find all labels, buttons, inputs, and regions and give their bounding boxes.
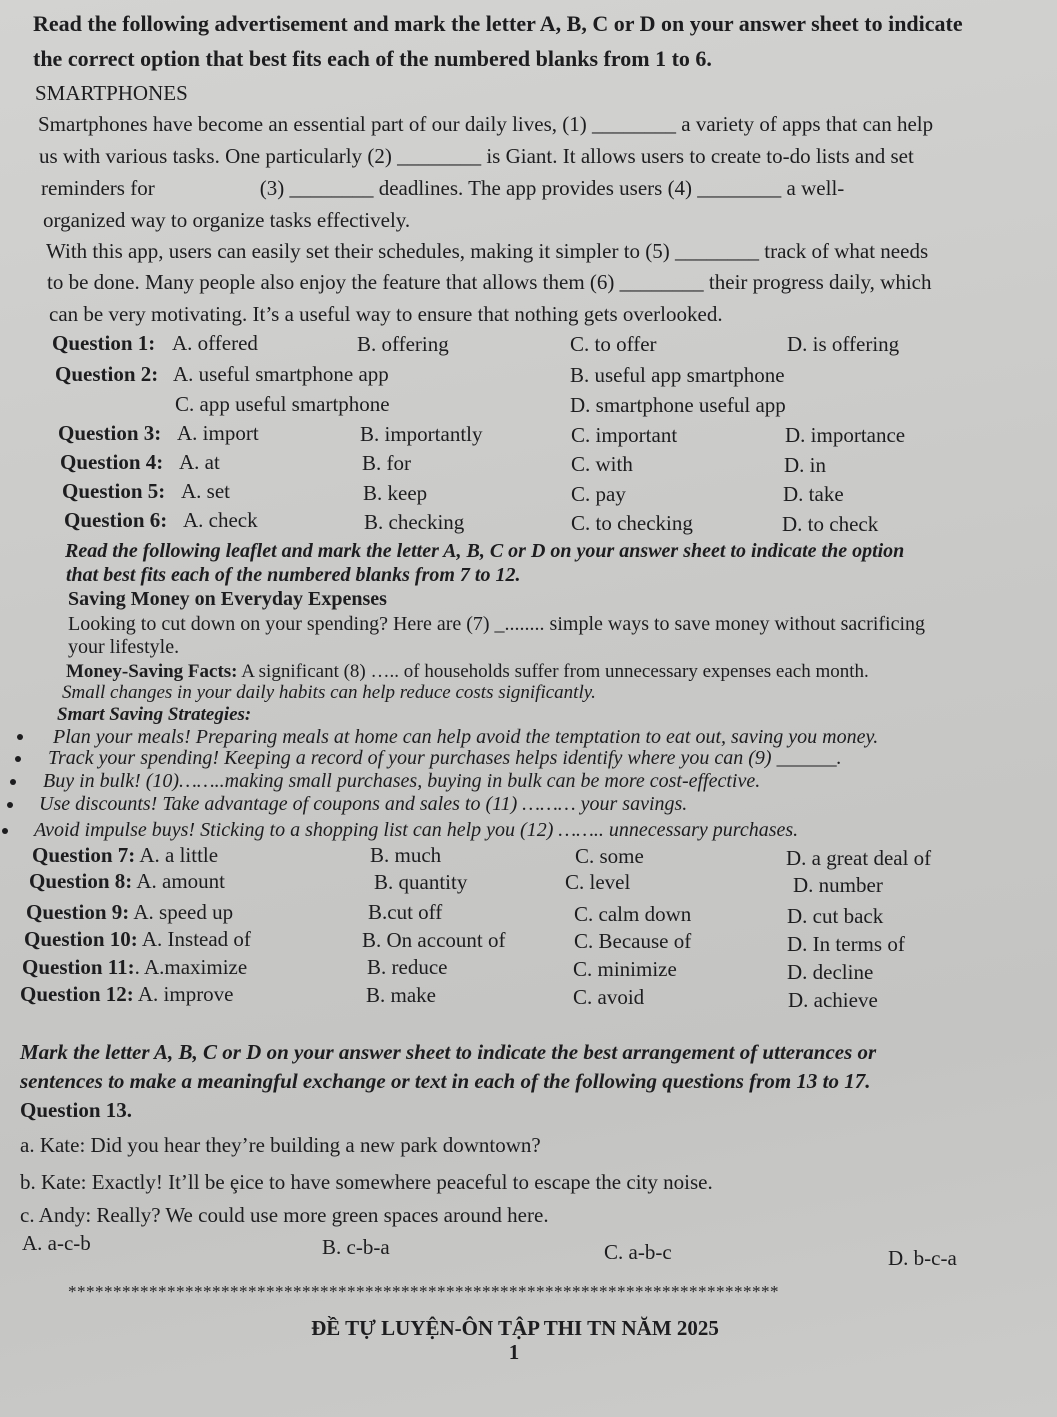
question-label: Question 13. (20, 1098, 133, 1122)
facts-text: A significant (8) ….. of households suffer from unnecessary expenses each month. (237, 661, 869, 682)
option-c: C. important (571, 423, 678, 447)
question-label: Question 4: (60, 450, 164, 474)
option-a: A. Instead of (137, 927, 251, 951)
intro-line: your lifestyle. (68, 636, 180, 658)
option-a: A. offered (172, 331, 258, 355)
option-a: A. improve (133, 982, 234, 1006)
leaflet-title: Saving Money on Everyday Expenses (68, 588, 387, 610)
option-c: C. avoid (573, 985, 645, 1009)
option-a: . A.maximize (134, 955, 248, 979)
facts-label: Money-Saving Facts: (66, 661, 238, 682)
option-b: B. c-b-a (322, 1235, 390, 1259)
strategy-item: Buy in bulk! (10)……..making small purchases, buying in bulk can be more cost-effective. (43, 770, 761, 792)
option-b: B. much (370, 843, 442, 867)
instruction-line: Read the following advertisement and mark the letter A, B, C or D on your answer sheet to indicate (33, 11, 963, 36)
option-a: A. set (181, 479, 230, 503)
star-divider: ******************************************************************************* (68, 1282, 779, 1301)
option-c: C. minimize (573, 957, 677, 981)
question-label: Question 8: (29, 869, 133, 893)
option-c: C. a-b-c (604, 1240, 672, 1264)
option-d: D. importance (785, 423, 906, 447)
passage-line: Smartphones have become an essential part of our daily lives, (1) ________ a variety of apps that can help (38, 112, 934, 136)
passage-line: With this app, users can easily set their schedules, making it simpler to (5) ________ track of what needs (46, 239, 929, 263)
option-b: B. importantly (360, 422, 483, 446)
instruction-line: the correct option that best fits each of the numbered blanks from 1 to 6. (33, 46, 712, 71)
option-a: A. at (179, 450, 220, 474)
question-label: Question 2: (55, 362, 159, 386)
section-title: SMARTPHONES (35, 81, 188, 105)
option-c: C. level (565, 870, 631, 894)
strategy-item: Avoid impulse buys! Sticking to a shopping list can help you (12) …….. unnecessary purchases. (34, 819, 799, 841)
strategy-item: Track your spending! Keeping a record of your purchases helps identify where you can (9) ______. (48, 747, 842, 769)
option-a: A. speed up (129, 900, 234, 924)
intro-line: Looking to cut down on your spending? Here are (7) _........ simple ways to save money without sacrificing (68, 613, 926, 635)
option-d: D. cut back (787, 904, 884, 928)
strategy-item: Plan your meals! Preparing meals at home can help avoid the temptation to eat out, saving you money. (53, 726, 879, 748)
option-b: B. checking (364, 510, 465, 534)
option-b: B. make (366, 983, 436, 1007)
instruction-line: Mark the letter A, B, C or D on your answer sheet to indicate the best arrangement of utterances or (20, 1040, 877, 1064)
option-a: A. a-c-b (22, 1231, 91, 1255)
option-a: A. amount (132, 869, 226, 893)
question-label: Question 9: (26, 900, 130, 924)
passage-line: to be done. Many people also enjoy the feature that allows them (6) ________ their progress daily, which (47, 270, 932, 294)
bullet-icon (2, 828, 8, 834)
option-b: B. offering (357, 332, 449, 356)
option-c: C. calm down (574, 902, 692, 926)
passage-line: organized way to organize tasks effectively. (43, 208, 411, 232)
option-c: C. Because of (574, 929, 692, 953)
option-d: D. decline (787, 960, 874, 984)
exchange-line: c. Andy: Really? We could use more green spaces around here. (20, 1203, 549, 1227)
option-c: C. app useful smartphone (175, 392, 390, 416)
option-d: D. is offering (787, 332, 900, 356)
option-c: C. with (571, 452, 633, 476)
question-label: Question 7: (32, 843, 136, 867)
instruction-line: sentences to make a meaningful exchange or text in each of the following questions from 13 to 17. (20, 1069, 871, 1093)
facts-line: Small changes in your daily habits can help reduce costs significantly. (62, 682, 596, 703)
question-label: Question 12: (20, 982, 134, 1006)
instruction-line: Read the following leaflet and mark the letter A, B, C or D on your answer sheet to indicate the option (65, 540, 905, 562)
footer-title: ĐỀ TỰ LUYỆN-ÔN TẬP THI TN NĂM 2025 (311, 1316, 719, 1340)
passage-line: us with various tasks. One particularly (2) ________ is Giant. It allows users to create to-do lists and set (39, 144, 914, 168)
instruction-line: that best fits each of the numbered blanks from 7 to 12. (66, 564, 521, 586)
question-label: Question 11: (22, 955, 135, 979)
option-a: A. useful smartphone app (173, 362, 389, 386)
option-b: B. quantity (374, 870, 468, 894)
option-d: D. smartphone useful app (570, 393, 786, 417)
bullet-icon (7, 802, 13, 808)
option-c: C. pay (571, 482, 626, 506)
option-d: D. to check (782, 512, 879, 536)
option-d: D. a great deal of (786, 846, 932, 870)
option-a: A. a little (135, 843, 219, 867)
exchange-line: b. Kate: Exactly! It’ll be ȩice to have somewhere peaceful to escape the city noise. (20, 1170, 713, 1194)
option-c: C. to checking (571, 511, 693, 535)
passage-line: reminders for (3) ________ deadlines. The app provides users (4) ________ a well- (41, 176, 845, 200)
strategies-title: Smart Saving Strategies: (57, 704, 252, 725)
option-b: B. for (362, 451, 411, 475)
option-b: B. On account of (362, 928, 506, 952)
bullet-icon (10, 779, 16, 785)
option-b: B.cut off (368, 900, 443, 924)
option-c: C. some (575, 844, 644, 868)
option-d: D. number (793, 873, 883, 897)
question-label: Question 10: (24, 927, 138, 951)
passage-line: can be very motivating. It’s a useful way to ensure that nothing gets overlooked. (49, 302, 723, 326)
option-d: D. take (783, 482, 844, 506)
option-d: D. b-c-a (888, 1246, 957, 1270)
question-label: Question 3: (58, 421, 162, 445)
option-c: C. to offer (570, 332, 657, 356)
option-b: B. reduce (367, 955, 448, 979)
option-d: D. in (784, 453, 826, 477)
option-a: A. import (177, 421, 259, 445)
bullet-icon (17, 734, 23, 740)
question-label: Question 5: (62, 479, 166, 503)
option-d: D. In terms of (787, 932, 905, 956)
option-b: B. useful app smartphone (570, 363, 785, 387)
option-b: B. keep (363, 481, 428, 505)
exchange-line: a. Kate: Did you hear they’re building a new park downtown? (20, 1133, 541, 1157)
question-label: Question 6: (64, 508, 168, 532)
option-d: D. achieve (788, 988, 878, 1012)
option-a: A. check (183, 508, 258, 532)
question-label: Question 1: (52, 331, 156, 355)
page-number: 1 (508, 1340, 520, 1364)
strategy-item: Use discounts! Take advantage of coupons and sales to (11) ……… your savings. (39, 793, 688, 815)
bullet-icon (15, 756, 21, 762)
